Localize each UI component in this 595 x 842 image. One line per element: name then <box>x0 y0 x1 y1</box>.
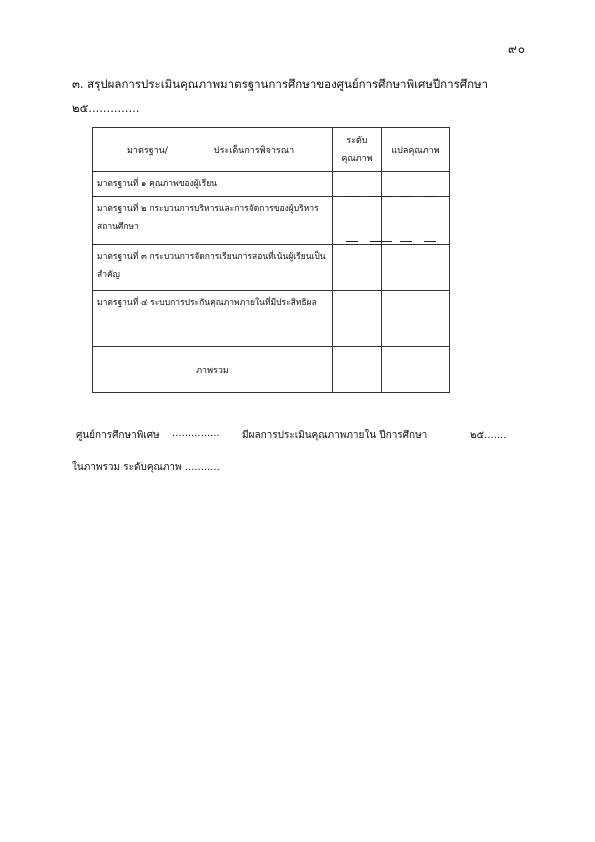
header-issue: ประเด็นการพิจารณา <box>213 145 295 156</box>
quality-summary-table <box>92 127 450 393</box>
page-number: ๙๐ <box>508 42 527 56</box>
header-level-line1: ระดับ <box>346 135 368 146</box>
standard-4-interpretation <box>382 291 450 347</box>
standard-3-interpretation <box>382 245 450 291</box>
dash-mark <box>424 241 436 242</box>
overall-quality-line: ในภาพรวม ระดับคุณภาพ ........... <box>72 462 220 473</box>
total-label: ภาพรวม <box>93 347 333 393</box>
dash-mark <box>346 241 358 242</box>
table-row <box>93 172 450 197</box>
header-interpretation: แปลคุณภาพ <box>382 128 450 172</box>
school-prefix: ศูนย์การศึกษาพิเศษ <box>76 430 160 441</box>
standard-3-level <box>333 245 382 291</box>
standard-3-label: มาตรฐานที่ ๓ กระบวนการจัดการเรียนการสอนที่เน้นผู้เรียนเป็นสำคัญ <box>93 245 333 291</box>
total-interpretation <box>382 347 450 393</box>
section-heading-year: ๒๕.............. <box>72 101 140 115</box>
header-level-line2: คุณภาพ <box>341 153 373 164</box>
school-name-blank: ............... <box>172 428 220 439</box>
standard-2-interpretation <box>382 197 450 245</box>
header-standard: มาตรฐาน/ <box>127 145 168 156</box>
dash-mark <box>370 241 392 242</box>
section-heading: ๓. สรุปผลการประเมินคุณภาพมาตรฐานการศึกษาของศูนย์การศึกษาพิเศษปีการศึกษา <box>72 77 489 91</box>
dash-mark <box>370 196 392 197</box>
header-standard-issue <box>93 128 333 172</box>
standard-1-level <box>333 172 382 197</box>
school-result-text: มีผลการประเมินคุณภาพภายใน ปีการศึกษา <box>242 430 428 441</box>
table-total-row <box>93 347 450 393</box>
standard-4-label: มาตรฐานที่ ๔ ระบบการประกันคุณภาพภายในที่มีประสิทธิผล <box>93 291 333 347</box>
table-row <box>93 197 450 245</box>
table-row <box>93 245 450 291</box>
dash-mark <box>400 196 412 197</box>
dash-mark <box>400 241 412 242</box>
total-level <box>333 347 382 393</box>
table-row <box>93 291 450 347</box>
standard-2-level <box>333 197 382 245</box>
dash-mark <box>424 196 436 197</box>
dash-mark <box>346 196 358 197</box>
standard-1-interpretation <box>382 172 450 197</box>
standard-1-label: มาตรฐานที่ ๑ คุณภาพของผู้เรียน <box>93 172 333 197</box>
header-quality-level <box>333 128 382 172</box>
standard-2-label: มาตรฐานที่ ๒ กระบวนการบริหารและการจัดการของผู้บริหารสถานศึกษา <box>93 197 333 245</box>
standard-4-level <box>333 291 382 347</box>
school-year-blank: ๒๕....... <box>470 430 507 441</box>
table-header-row <box>93 128 450 172</box>
